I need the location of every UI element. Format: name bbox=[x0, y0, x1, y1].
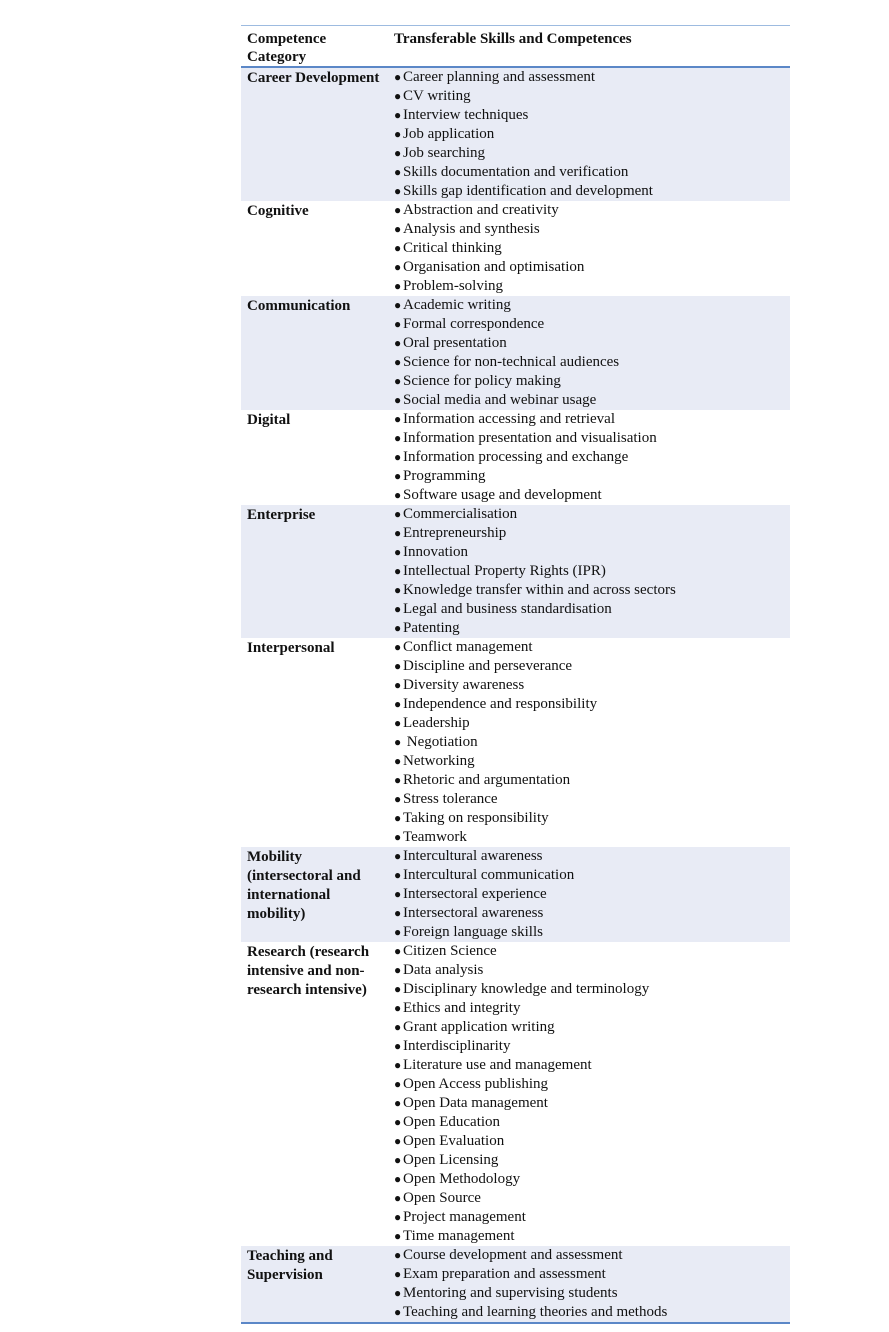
competence-category: Communication bbox=[247, 298, 351, 314]
skill-text: Organisation and optimisation bbox=[403, 259, 585, 275]
list-item bbox=[394, 1037, 790, 1056]
bullet-icon: ● bbox=[394, 507, 402, 521]
skills-list bbox=[394, 505, 790, 638]
skill-text: Interdisciplinarity bbox=[403, 1038, 511, 1054]
skill-text: Course development and assessment bbox=[403, 1247, 623, 1263]
list-item bbox=[394, 315, 790, 334]
list-item bbox=[394, 657, 790, 676]
skills-cell bbox=[392, 201, 790, 296]
skill-text: Discipline and perseverance bbox=[403, 658, 573, 674]
list-item bbox=[394, 1075, 790, 1094]
table-row bbox=[241, 410, 790, 505]
list-item bbox=[394, 543, 790, 562]
bullet-icon: ● bbox=[394, 146, 402, 160]
skill-text: Software usage and development bbox=[403, 487, 602, 503]
skill-text: Teamwork bbox=[403, 829, 467, 845]
bullet-icon: ● bbox=[394, 621, 402, 635]
skill-text: Rhetoric and argumentation bbox=[403, 772, 571, 788]
table-row bbox=[241, 68, 790, 201]
skill-text: Entrepreneurship bbox=[403, 525, 507, 541]
bullet-icon: ● bbox=[394, 868, 402, 882]
bullet-icon: ● bbox=[394, 279, 402, 293]
skill-text: Intercultural awareness bbox=[403, 848, 543, 864]
list-item bbox=[394, 999, 790, 1018]
skill-text: Negotiation bbox=[403, 734, 478, 750]
list-item bbox=[394, 1208, 790, 1227]
competence-category: Enterprise bbox=[247, 507, 316, 523]
bullet-icon: ● bbox=[394, 260, 402, 274]
list-item bbox=[394, 866, 790, 885]
skill-text: Abstraction and creativity bbox=[403, 202, 559, 218]
skill-text: Problem-solving bbox=[403, 278, 503, 294]
list-item bbox=[394, 1284, 790, 1303]
bullet-icon: ● bbox=[394, 526, 402, 540]
skill-text: Time management bbox=[403, 1228, 515, 1244]
skills-cell bbox=[392, 638, 790, 847]
bullet-icon: ● bbox=[394, 222, 402, 236]
header-transferable-skills: Transferable Skills and Competences bbox=[394, 31, 632, 47]
bullet-icon: ● bbox=[394, 564, 402, 578]
bullet-icon: ● bbox=[394, 830, 402, 844]
bullet-icon: ● bbox=[394, 545, 402, 559]
bullet-icon: ● bbox=[394, 982, 402, 996]
skill-text: Innovation bbox=[403, 544, 468, 560]
skill-text: Teaching and learning theories and methods bbox=[403, 1304, 668, 1320]
list-item bbox=[394, 296, 790, 315]
list-item bbox=[394, 1265, 790, 1284]
skill-text: Diversity awareness bbox=[403, 677, 525, 693]
bullet-icon: ● bbox=[394, 298, 402, 312]
bullet-icon: ● bbox=[394, 640, 402, 654]
skill-text: Skills gap identification and development bbox=[403, 183, 653, 199]
bullet-icon: ● bbox=[394, 241, 402, 255]
bullet-icon: ● bbox=[394, 1191, 402, 1205]
skill-text: Open Data management bbox=[403, 1095, 548, 1111]
skill-text: Oral presentation bbox=[403, 335, 507, 351]
competence-category: Research (research intensive and non-research intensive) bbox=[247, 944, 370, 998]
skill-text: Science for non-technical audiences bbox=[403, 354, 620, 370]
bullet-icon: ● bbox=[394, 450, 402, 464]
bullet-icon: ● bbox=[394, 678, 402, 692]
bullet-icon: ● bbox=[394, 89, 402, 103]
skills-cell bbox=[392, 942, 790, 1246]
bullet-icon: ● bbox=[394, 1039, 402, 1053]
skills-cell bbox=[392, 410, 790, 505]
list-item bbox=[394, 125, 790, 144]
skill-text: CV writing bbox=[403, 88, 471, 104]
list-item bbox=[394, 1227, 790, 1246]
bullet-icon: ● bbox=[394, 849, 402, 863]
bullet-icon: ● bbox=[394, 488, 402, 502]
list-item bbox=[394, 733, 790, 752]
bullet-icon: ● bbox=[394, 1020, 402, 1034]
bullet-icon: ● bbox=[394, 70, 402, 84]
skill-text: Job searching bbox=[403, 145, 486, 161]
list-item bbox=[394, 1056, 790, 1075]
skill-text: Critical thinking bbox=[403, 240, 502, 256]
skill-text: Commercialisation bbox=[403, 506, 518, 522]
list-item bbox=[394, 1151, 790, 1170]
skills-list bbox=[394, 847, 790, 942]
skill-text: Intersectoral experience bbox=[403, 886, 547, 902]
bullet-icon: ● bbox=[394, 317, 402, 331]
list-item bbox=[394, 1246, 790, 1265]
list-item bbox=[394, 201, 790, 220]
skill-text: Programming bbox=[403, 468, 486, 484]
bullet-icon: ● bbox=[394, 1229, 402, 1243]
bullet-icon: ● bbox=[394, 1001, 402, 1015]
skill-text: Exam preparation and assessment bbox=[403, 1266, 606, 1282]
skills-list bbox=[394, 638, 790, 847]
skill-text: Intersectoral awareness bbox=[403, 905, 544, 921]
bullet-icon: ● bbox=[394, 431, 402, 445]
skill-text: Patenting bbox=[403, 620, 460, 636]
list-item bbox=[394, 239, 790, 258]
skills-cell bbox=[392, 68, 790, 201]
list-item bbox=[394, 562, 790, 581]
skill-text: Information presentation and visualisation bbox=[403, 430, 657, 446]
bullet-icon: ● bbox=[394, 1210, 402, 1224]
list-item bbox=[394, 1018, 790, 1037]
table-row bbox=[241, 638, 790, 847]
skills-cell bbox=[392, 847, 790, 942]
competence-category: Digital bbox=[247, 412, 291, 428]
bullet-icon: ● bbox=[394, 1248, 402, 1262]
skill-text: Conflict management bbox=[403, 639, 533, 655]
skills-list bbox=[394, 410, 790, 505]
skill-text: Project management bbox=[403, 1209, 526, 1225]
skill-text: Intercultural communication bbox=[403, 867, 575, 883]
skill-text: Information processing and exchange bbox=[403, 449, 629, 465]
list-item bbox=[394, 87, 790, 106]
bullet-icon: ● bbox=[394, 1077, 402, 1091]
list-item bbox=[394, 410, 790, 429]
skill-text: Social media and webinar usage bbox=[403, 392, 597, 408]
skill-text: Analysis and synthesis bbox=[403, 221, 540, 237]
list-item bbox=[394, 638, 790, 657]
list-item bbox=[394, 1189, 790, 1208]
list-item bbox=[394, 391, 790, 410]
bullet-icon: ● bbox=[394, 393, 402, 407]
bullet-icon: ● bbox=[394, 165, 402, 179]
list-item bbox=[394, 771, 790, 790]
skill-text: Legal and business standardisation bbox=[403, 601, 612, 617]
bullet-icon: ● bbox=[394, 735, 402, 749]
list-item bbox=[394, 828, 790, 847]
skill-text: Open Licensing bbox=[403, 1152, 499, 1168]
list-item bbox=[394, 1132, 790, 1151]
competence-category: Cognitive bbox=[247, 203, 309, 219]
bullet-icon: ● bbox=[394, 754, 402, 768]
table-row bbox=[241, 1246, 790, 1322]
bullet-icon: ● bbox=[394, 108, 402, 122]
list-item bbox=[394, 923, 790, 942]
skills-list bbox=[394, 201, 790, 296]
skill-text: Mentoring and supervising students bbox=[403, 1285, 618, 1301]
skill-text: Open Source bbox=[403, 1190, 481, 1206]
skills-list bbox=[394, 68, 790, 201]
skill-text: Information accessing and retrieval bbox=[403, 411, 615, 427]
bullet-icon: ● bbox=[394, 602, 402, 616]
bullet-icon: ● bbox=[394, 1267, 402, 1281]
bullet-icon: ● bbox=[394, 925, 402, 939]
skill-text: Open Access publishing bbox=[403, 1076, 548, 1092]
list-item bbox=[394, 144, 790, 163]
bullet-icon: ● bbox=[394, 1096, 402, 1110]
skills-cell bbox=[392, 1246, 790, 1322]
list-item bbox=[394, 505, 790, 524]
bullet-icon: ● bbox=[394, 127, 402, 141]
list-item bbox=[394, 961, 790, 980]
table-row bbox=[241, 847, 790, 942]
bullet-icon: ● bbox=[394, 963, 402, 977]
list-item bbox=[394, 1303, 790, 1322]
bullet-icon: ● bbox=[394, 374, 402, 388]
bullet-icon: ● bbox=[394, 412, 402, 426]
skills-list bbox=[394, 1246, 790, 1322]
bullet-icon: ● bbox=[394, 469, 402, 483]
competence-category: Interpersonal bbox=[247, 640, 335, 656]
bullet-icon: ● bbox=[394, 203, 402, 217]
list-item bbox=[394, 695, 790, 714]
bullet-icon: ● bbox=[394, 583, 402, 597]
skill-text: Ethics and integrity bbox=[403, 1000, 521, 1016]
bullet-icon: ● bbox=[394, 1134, 402, 1148]
competence-category: Teaching and Supervision bbox=[247, 1248, 333, 1283]
skill-text: Taking on responsibility bbox=[403, 810, 549, 826]
skill-text: Knowledge transfer within and across sectors bbox=[403, 582, 676, 598]
bullet-icon: ● bbox=[394, 336, 402, 350]
list-item bbox=[394, 524, 790, 543]
skills-cell bbox=[392, 296, 790, 410]
list-item bbox=[394, 486, 790, 505]
list-item bbox=[394, 258, 790, 277]
list-item bbox=[394, 790, 790, 809]
bullet-icon: ● bbox=[394, 906, 402, 920]
header-competence-category: Competence Category bbox=[247, 31, 327, 65]
table-row bbox=[241, 201, 790, 296]
bullet-icon: ● bbox=[394, 716, 402, 730]
list-item bbox=[394, 372, 790, 391]
list-item bbox=[394, 752, 790, 771]
skill-text: Literature use and management bbox=[403, 1057, 592, 1073]
skill-text: Disciplinary knowledge and terminology bbox=[403, 981, 650, 997]
bullet-icon: ● bbox=[394, 1305, 402, 1319]
table-body bbox=[241, 68, 790, 1322]
skill-text: Data analysis bbox=[403, 962, 484, 978]
list-item bbox=[394, 600, 790, 619]
skill-text: Stress tolerance bbox=[403, 791, 498, 807]
list-item bbox=[394, 182, 790, 201]
bullet-icon: ● bbox=[394, 887, 402, 901]
list-item bbox=[394, 277, 790, 296]
table-row bbox=[241, 942, 790, 1246]
skill-text: Open Methodology bbox=[403, 1171, 521, 1187]
list-item bbox=[394, 619, 790, 638]
bullet-icon: ● bbox=[394, 697, 402, 711]
table-row bbox=[241, 505, 790, 638]
table-bottom-rule bbox=[241, 1322, 790, 1324]
list-item bbox=[394, 106, 790, 125]
competence-category: Career Development bbox=[247, 70, 380, 86]
list-item bbox=[394, 847, 790, 866]
competence-category: Mobility (intersectoral and international mobility) bbox=[247, 849, 361, 922]
skill-text: Academic writing bbox=[403, 297, 511, 313]
skill-text: Citizen Science bbox=[403, 943, 497, 959]
list-item bbox=[394, 353, 790, 372]
list-item bbox=[394, 885, 790, 904]
list-item bbox=[394, 1170, 790, 1189]
skill-text: Open Education bbox=[403, 1114, 501, 1130]
skills-list bbox=[394, 296, 790, 410]
list-item bbox=[394, 448, 790, 467]
skill-text: Formal correspondence bbox=[403, 316, 545, 332]
skill-text: Career planning and assessment bbox=[403, 69, 596, 85]
bullet-icon: ● bbox=[394, 184, 402, 198]
skills-list bbox=[394, 942, 790, 1246]
skill-text: Foreign language skills bbox=[403, 924, 543, 940]
skills-cell bbox=[392, 505, 790, 638]
bullet-icon: ● bbox=[394, 1286, 402, 1300]
bullet-icon: ● bbox=[394, 773, 402, 787]
list-item bbox=[394, 334, 790, 353]
list-item bbox=[394, 676, 790, 695]
list-item bbox=[394, 714, 790, 733]
list-item bbox=[394, 942, 790, 961]
list-item bbox=[394, 1094, 790, 1113]
table-row bbox=[241, 296, 790, 410]
list-item bbox=[394, 904, 790, 923]
bullet-icon: ● bbox=[394, 792, 402, 806]
list-item bbox=[394, 467, 790, 486]
skill-text: Leadership bbox=[403, 715, 470, 731]
skill-text: Science for policy making bbox=[403, 373, 561, 389]
skill-text: Open Evaluation bbox=[403, 1133, 505, 1149]
skill-text: Skills documentation and verification bbox=[403, 164, 629, 180]
list-item bbox=[394, 68, 790, 87]
list-item bbox=[394, 429, 790, 448]
bullet-icon: ● bbox=[394, 1058, 402, 1072]
skill-text: Networking bbox=[403, 753, 475, 769]
list-item bbox=[394, 809, 790, 828]
table-header-row bbox=[241, 26, 790, 68]
bullet-icon: ● bbox=[394, 811, 402, 825]
bullet-icon: ● bbox=[394, 1115, 402, 1129]
bullet-icon: ● bbox=[394, 1153, 402, 1167]
list-item bbox=[394, 980, 790, 999]
skill-text: Job application bbox=[403, 126, 495, 142]
list-item bbox=[394, 220, 790, 239]
list-item bbox=[394, 1113, 790, 1132]
bullet-icon: ● bbox=[394, 944, 402, 958]
skills-table bbox=[241, 25, 790, 1324]
bullet-icon: ● bbox=[394, 1172, 402, 1186]
skill-text: Interview techniques bbox=[403, 107, 529, 123]
skill-text: Intellectual Property Rights (IPR) bbox=[403, 563, 606, 579]
skill-text: Grant application writing bbox=[403, 1019, 555, 1035]
list-item bbox=[394, 581, 790, 600]
bullet-icon: ● bbox=[394, 355, 402, 369]
bullet-icon: ● bbox=[394, 659, 402, 673]
skill-text: Independence and responsibility bbox=[403, 696, 598, 712]
list-item bbox=[394, 163, 790, 182]
